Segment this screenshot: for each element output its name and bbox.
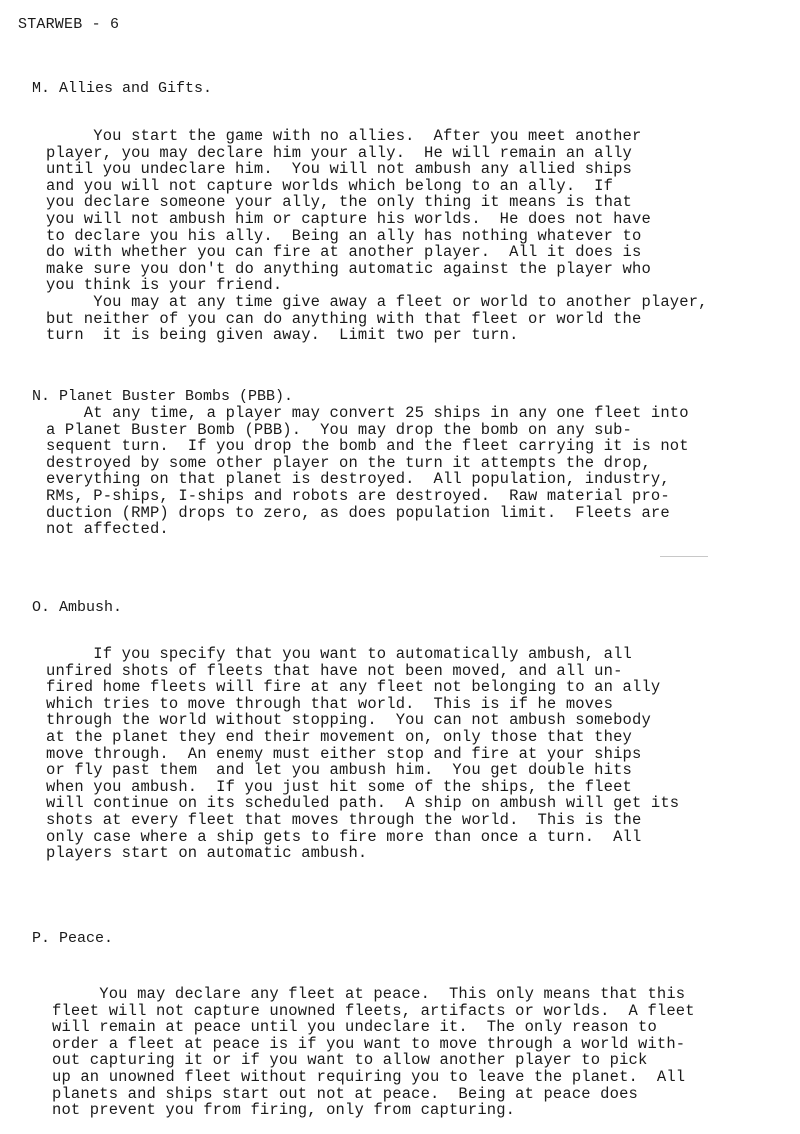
text-line: only case where a ship gets to fire more than once a turn. All [46, 827, 642, 846]
smudge-mark [660, 556, 708, 557]
text-line: you declare someone your ally, the only thing it means is that [46, 193, 632, 212]
text-line: duction (RMP) drops to zero, as does population limit. Fleets are [46, 503, 670, 522]
text-line: shots at every fleet that moves through the world. This is the [46, 810, 642, 829]
text-line: but neither of you can do anything with that fleet or world the [46, 309, 642, 328]
section-body-pbb [46, 405, 689, 538]
text-line: unfired shots of fleets that have not been moved, and all un- [46, 661, 623, 680]
text-line: You start the game with no allies. After you meet another [46, 127, 642, 145]
text-line: or fly past them and let you ambush him. You get double hits [46, 761, 632, 780]
text-line: make sure you don't do anything automatic against the player who [46, 259, 651, 278]
text-line: and you will not capture worlds which belong to an ally. If [46, 176, 614, 195]
text-line: out capturing it or if you want to allow another player to pick [52, 1051, 648, 1070]
section-body-allies [46, 128, 708, 344]
text-line: you think is your friend. [46, 276, 283, 295]
text-line: sequent turn. If you drop the bomb and the fleet carrying it is not [46, 437, 689, 456]
text-line: players start on automatic ambush. [46, 844, 368, 863]
section-heading-allies: M. Allies and Gifts. [32, 80, 213, 97]
text-line: at the planet they end their movement on, only those that they [46, 727, 632, 746]
text-line: until you undeclare him. You will not ambush any allied ships [46, 160, 632, 179]
text-line: a Planet Buster Bomb (PBB). You may drop the bomb on any sub- [46, 420, 632, 439]
text-line: you will not ambush him or capture his worlds. He does not have [46, 209, 651, 228]
text-line: will continue on its scheduled path. A ship on ambush will get its [46, 794, 680, 813]
text-line: not affected. [46, 520, 169, 539]
section-heading-ambush: O. Ambush. [32, 599, 123, 616]
text-line: move through. An enemy must either stop and fire at your ships [46, 744, 642, 763]
section-body-ambush [46, 646, 679, 862]
text-line: destroyed by some other player on the turn it attempts the drop, [46, 453, 651, 472]
text-line: which tries to move through that world. This is if he moves [46, 694, 614, 713]
text-line: do with whether you can fire at another player. All it does is [46, 243, 642, 262]
section-body-peace [52, 986, 695, 1119]
text-line: up an unowned fleet without requiring you to leave the planet. All [52, 1067, 686, 1086]
text-line: when you ambush. If you just hit some of the ships, the fleet [46, 777, 632, 796]
section-heading-peace: P. Peace. [32, 930, 114, 947]
text-line: will remain at peace until you undeclare it. The only reason to [52, 1018, 657, 1037]
text-line: not prevent you from firing, only from capturing. [52, 1101, 516, 1120]
text-line: through the world without stopping. You can not ambush somebody [46, 711, 651, 730]
text-line: order a fleet at peace is if you want to move through a world with- [52, 1034, 686, 1053]
text-line: planets and ships start out not at peace. Being at peace does [52, 1084, 638, 1103]
text-line: turn it is being given away. Limit two per turn. [46, 326, 519, 345]
text-line: You may at any time give away a fleet or world to another player, [46, 292, 708, 311]
text-line: to declare you his ally. Being an ally has nothing whatever to [46, 226, 642, 245]
text-line: player, you may declare him your ally. He will remain an ally [46, 143, 632, 162]
text-line: At any time, a player may convert 25 ships in any one fleet into [46, 404, 689, 422]
section-heading-pbb: N. Planet Buster Bombs (PBB). [32, 388, 294, 405]
page-header: STARWEB - 6 [18, 16, 120, 33]
text-line: fleet will not capture unowned fleets, artifacts or worlds. A fleet [52, 1001, 695, 1020]
text-line: You may declare any fleet at peace. This only means that this [52, 985, 686, 1003]
text-line: RMs, P-ships, I-ships and robots are destroyed. Raw material pro- [46, 486, 670, 505]
text-line: If you specify that you want to automatically ambush, all [46, 645, 632, 663]
text-line: fired home fleets will fire at any fleet not belonging to an ally [46, 678, 661, 697]
text-line: everything on that planet is destroyed. All population, industry, [46, 470, 670, 489]
